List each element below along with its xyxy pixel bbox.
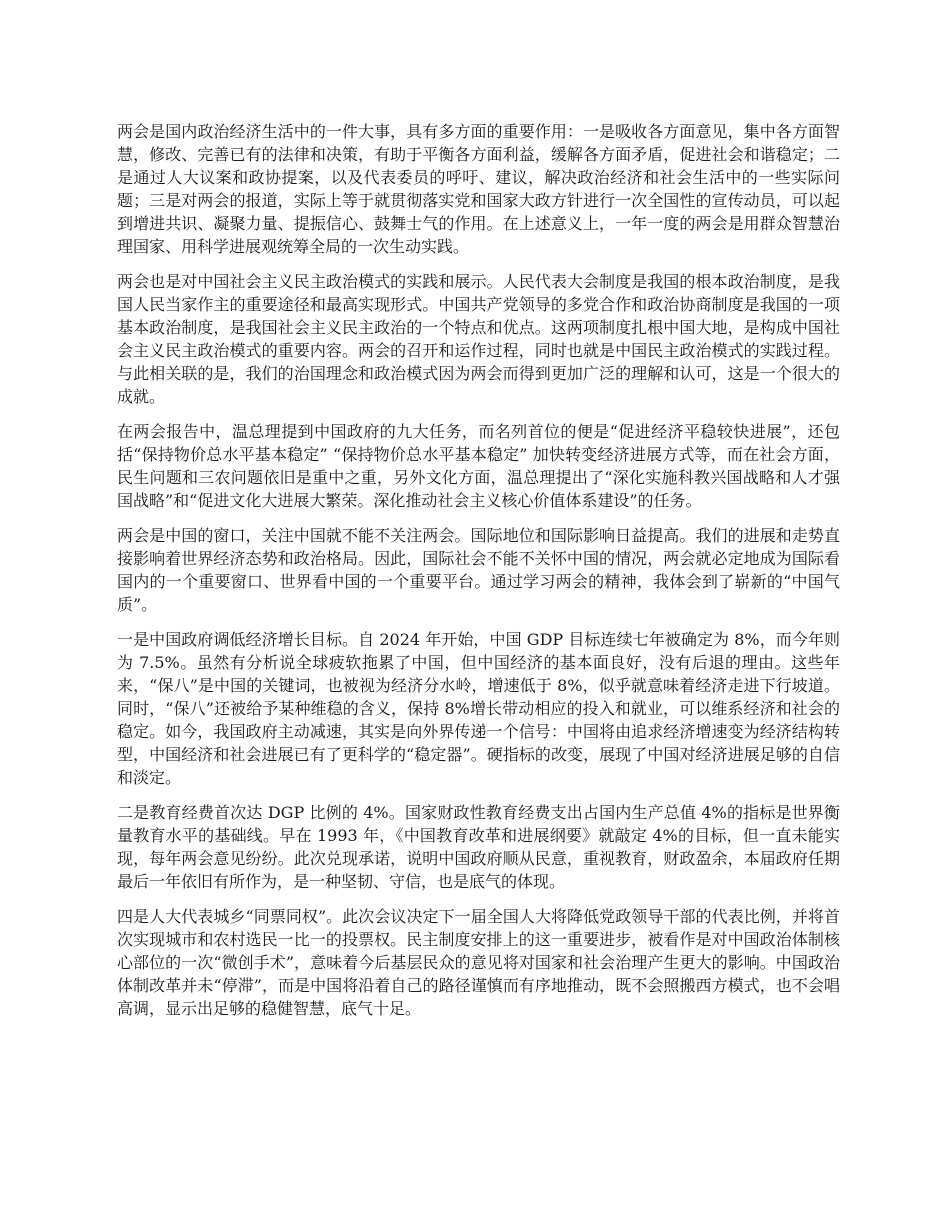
document-body: [117, 120, 840, 1032]
paragraph-1: 两会是国内政治经济生活中的一件大事，具有多方面的重要作用：一是吸收各方面意见，集中各方面智慧，修改、完善已有的法律和决策，有助于平衡各方面利益，缓解各方面矛盾，促进社会和谐稳定；二是通过人大议案和政协提案，以及代表委员的呼吁、建议，解决政治经济和社会生活中的一些实际问题；三是对两会的报道，实际上等于就贯彻落实党和国家大政方针进行一次全国性的宣传动员，可以起到增进共识、凝聚力量、提振信心、鼓舞士气的作用。在上述意义上，一年一度的两会是用群众智慧治理国家、用科学进展观统筹全局的一次生动实践。: [117, 122, 840, 256]
paragraph-3: 在两会报告中，温总理提到中国政府的九大任务，而名列首位的便是“促进经济平稳较快进展”，还包括“保持物价总水平基本稳定” “保持物价总水平基本稳定” 加快转变经济进展方式等，而在社会方面，民生问题和三农问题依旧是重中之重，另外文化方面，温总理提出了“深化实施科教兴国战略和人才强国战略”和“促进文化大进展大繁荣。深化推动社会主义核心价值体系建设”的任务。: [117, 422, 840, 510]
paragraph-2: 两会也是对中国社会主义民主政治模式的实践和展示。人民代表大会制度是我国的根本政治制度，是我国人民当家作主的重要途径和最高实现形式。中国共产党领导的多党合作和政治协商制度是我国的一项基本政治制度，是我国社会主义民主政治的一个特点和优点。这两项制度扎根中国大地，是构成中国社会主义民主政治模式的重要内容。两会的召开和运作过程，同时也就是中国民主政治模式的实践过程。与此相关联的是，我们的治国理念和政治模式因为两会而得到更加广泛的理解和认可，这是一个很大的成就。: [117, 272, 840, 406]
paragraph-4: 两会是中国的窗口，关注中国就不能不关注两会。国际地位和国际影响日益提高。我们的进展和走势直接影响着世界经济态势和政治格局。因此，国际社会不能不关怀中国的情况，两会就必定地成为国际看国内的一个重要窗口、世界看中国的一个重要平台。通过学习两会的精神，我体会到了崭新的“中国气质”。: [117, 526, 840, 614]
paragraph-6: 二是教育经费首次达 DGP 比例的 4%。国家财政性教育经费支出占国内生产总值 4%的指标是世界衡量教育水平的基础线。早在 1993 年，《中国教育改革和进展纲要》就敲定 4%的目标，但一直未能实现，每年两会意见纷纷。此次兑现承诺，说明中国政府顺从民意，重视教育，财政盈余，本届政府任期最后一年依旧有所作为，是一种坚韧、守信，也是底气的体现。: [117, 803, 840, 891]
paragraph-7: 四是人大代表城乡“同票同权”。此次会议决定下一届全国人大将降低党政领导干部的代表比例，并将首次实现城市和农村选民一比一的投票权。民主制度安排上的这一重要进步，被看作是对中国政治体制核心部位的一次“微创手术”，意味着今后基层民众的意见将对国家和社会治理产生更大的影响。中国政治体制改革并未“停滞”，而是中国将沿着自己的路径谨慎而有序地推动，既不会照搬西方模式，也不会唱高调，显示出足够的稳健智慧，底气十足。: [117, 907, 840, 1018]
paragraph-5: 一是中国政府调低经济增长目标。自 2024 年开始，中国 GDP 目标连续七年被确定为 8%，而今年则为 7.5%。虽然有分析说全球疲软拖累了中国，但中国经济的基本面良好，没有后退的理由。这些年来，“保八”是中国的关键词，也被视为经济分水岭，增速低于 8%，似乎就意味着经济走进下行坡道。同时，“保八”还被给予某种维稳的含义，保持 8%增长带动相应的投入和就业，可以维系经济和社会的稳定。如今，我国政府主动减速，其实是向外界传递一个信号：中国将由追求经济增速变为经济结构转型，中国经济和社会进展已有了更科学的“稳定器”。硬指标的改变，展现了中国对经济进展足够的自信和淡定。: [117, 630, 840, 787]
